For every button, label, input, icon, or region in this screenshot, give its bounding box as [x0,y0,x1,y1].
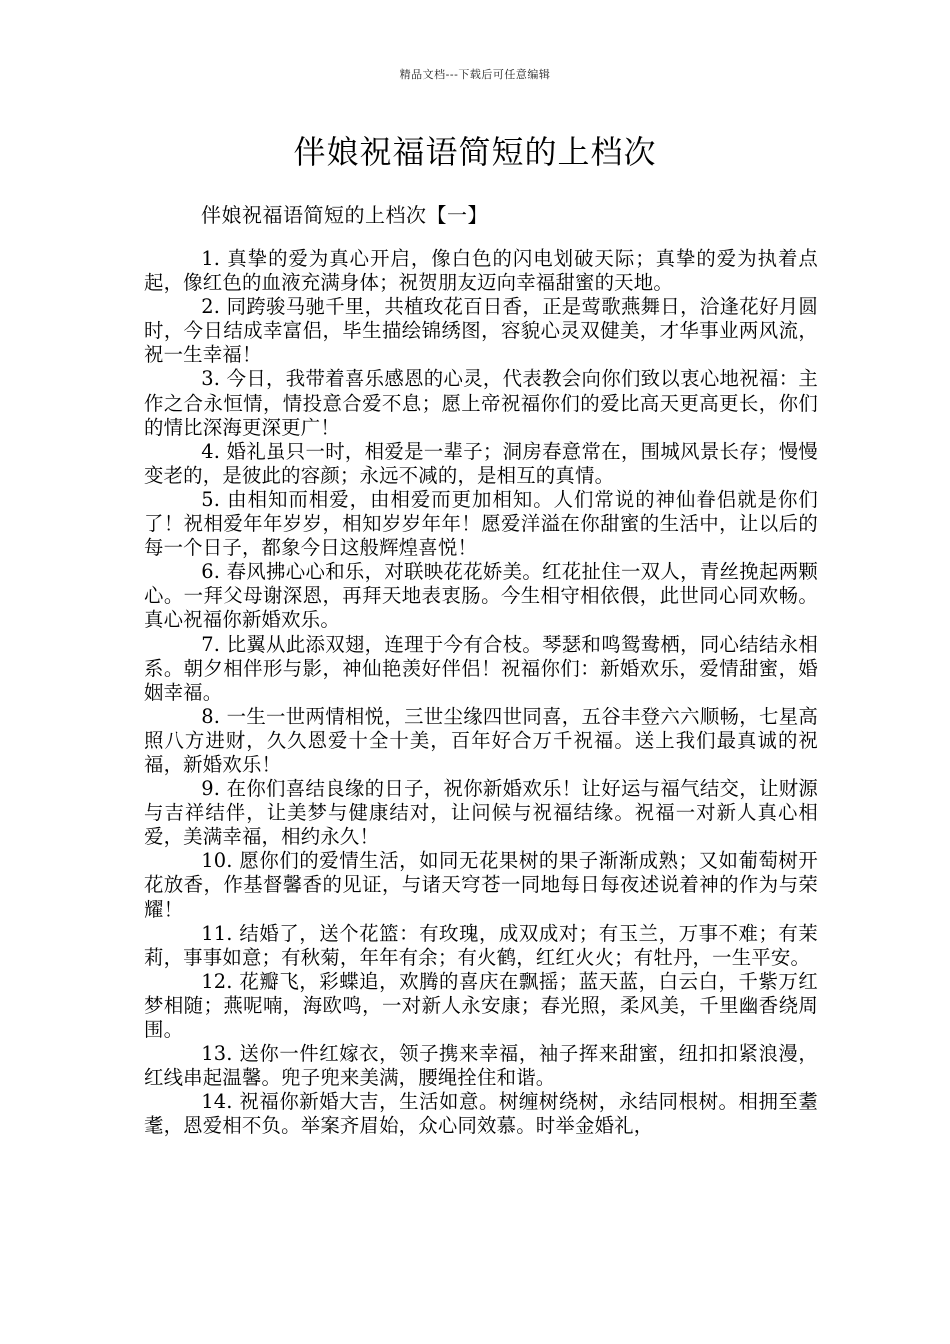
blessing-paragraph: 3. 今日，我带着喜乐感恩的心灵，代表教会向你们致以衷心地祝福：主作之合永恒情，情投意合爱不息；愿上帝祝福你们的爱比高天更高更长，你们的情比深海更深更广！ [144,367,818,439]
section-heading: 伴娘祝福语简短的上档次【一】 [201,203,488,227]
blessing-paragraph: 4. 婚礼虽只一时，相爱是一辈子；洞房春意常在，围城风景长存；慢慢变老的，是彼此的容颜；永远不减的，是相互的真情。 [144,439,818,487]
body-text [144,247,818,1138]
header-note: 精品文档---下载后可任意编辑 [399,68,551,81]
blessing-paragraph: 9. 在你们喜结良缘的日子，祝你新婚欢乐！让好运与福气结交，让财源与吉祥结伴，让美梦与健康结对，让问候与祝福结缘。祝福一对新人真心相爱，美满幸福，相约永久！ [144,777,818,849]
blessing-paragraph: 1. 真挚的爱为真心开启，像白色的闪电划破天际；真挚的爱为执着点起，像红色的血液充满身体；祝贺朋友迈向幸福甜蜜的天地。 [144,247,818,295]
blessing-paragraph: 8. 一生一世两情相悦，三世尘缘四世同喜，五谷丰登六六顺畅，七星高照八方进财，久久恩爱十全十美，百年好合万千祝福。送上我们最真诚的祝福，新婚欢乐！ [144,704,818,776]
blessing-paragraph: 11. 结婚了，送个花篮：有玫瑰，成双成对；有玉兰，万事不难；有茉莉，事事如意；有秋菊，年年有余；有火鹤，红红火火；有牡丹，一生平安。 [144,921,818,969]
document-title: 伴娘祝福语简短的上档次 [293,133,657,171]
blessing-paragraph: 10. 愿你们的爱情生活，如同无花果树的果子渐渐成熟；又如葡萄树开花放香，作基督馨香的见证，与诸天穹苍一同地每日每夜述说着神的作为与荣耀！ [144,849,818,921]
blessing-paragraph: 6. 春风拂心心和乐，对联映花花娇美。红花扯住一双人，青丝挽起两颗心。一拜父母谢深恩，再拜天地表衷肠。今生相守相依偎，此世同心同欢畅。真心祝福你新婚欢乐。 [144,560,818,632]
blessing-paragraph: 12. 花瓣飞，彩蝶追，欢腾的喜庆在飘摇；蓝天蓝，白云白，千紫万红梦相随；燕呢喃，海欧鸣，一对新人永安康；春光照，柔风美，千里幽香绕周围。 [144,969,818,1041]
blessing-paragraph: 2. 同跨骏马驰千里，共植玫花百日香，正是莺歌燕舞日，洽逢花好月圆时，今日结成幸富侣，毕生描绘锦绣图，容貌心灵双健美，才华事业两风流，祝一生幸福！ [144,295,818,367]
blessing-paragraph: 5. 由相知而相爱，由相爱而更加相知。人们常说的神仙眷侣就是你们了！祝相爱年年岁岁，相知岁岁年年！愿爱洋溢在你甜蜜的生活中，让以后的每一个日子，都象今日这般辉煌喜悦！ [144,487,818,560]
blessing-paragraph: 7. 比翼从此添双翅，连理于今有合枝。琴瑟和鸣鸳鸯栖，同心结结永相系。朝夕相伴形与影，神仙艳羡好伴侣！祝福你们：新婚欢乐，爱情甜蜜，婚姻幸福。 [144,632,818,704]
blessing-paragraph: 13. 送你一件红嫁衣，领子携来幸福，袖子挥来甜蜜，纽扣扣紧浪漫，红线串起温馨。兜子兜来美满，腰绳拴住和谐。 [144,1042,818,1090]
blessing-paragraph: 14. 祝福你新婚大吉，生活如意。树缠树绕树，永结同根树。相拥至耋耄，恩爱相不负。举案齐眉始，众心同效慕。时举金婚礼， [144,1090,818,1138]
